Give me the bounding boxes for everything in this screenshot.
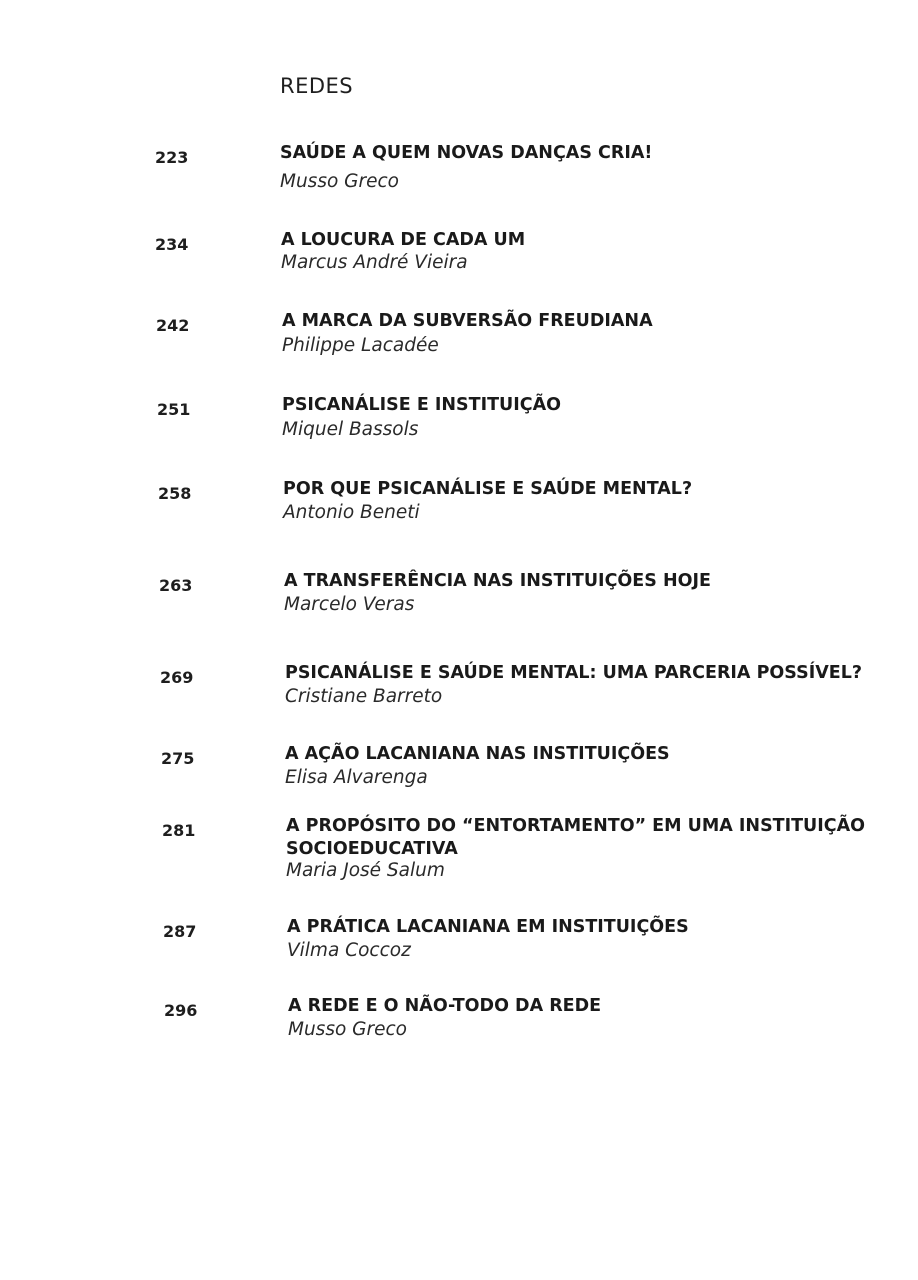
chapter-title: PSICANÁLISE E SAÚDE MENTAL: UMA PARCERIA POSSÍVEL? xyxy=(285,663,863,683)
chapter-author: Musso Greco xyxy=(288,1019,407,1040)
chapter-author: Antonio Beneti xyxy=(283,502,420,523)
chapter-author: Marcelo Veras xyxy=(284,594,415,615)
chapter-author: Musso Greco xyxy=(280,171,399,192)
chapter-title: PSICANÁLISE E INSTITUIÇÃO xyxy=(282,395,562,415)
page-number: 296 xyxy=(164,1001,198,1020)
page-number: 275 xyxy=(161,749,195,768)
chapter-author: Marcus André Vieira xyxy=(281,252,468,273)
chapter-author: Vilma Coccoz xyxy=(287,940,411,961)
chapter-title: A PROPÓSITO DO “ENTORTAMENTO” EM UMA INSTITUIÇÃO xyxy=(286,816,866,836)
page-number: 223 xyxy=(155,148,189,167)
chapter-title: A TRANSFERÊNCIA NAS INSTITUIÇÕES HOJE xyxy=(284,571,711,591)
page-number: 234 xyxy=(155,235,189,254)
chapter-title: A LOUCURA DE CADA UM xyxy=(281,230,526,250)
page-number: 263 xyxy=(159,576,193,595)
section-title: REDES xyxy=(280,74,354,98)
chapter-author: Elisa Alvarenga xyxy=(285,767,428,788)
chapter-author: Miquel Bassols xyxy=(282,419,419,440)
page-number: 251 xyxy=(157,400,191,419)
chapter-title: A REDE E O NÃO-TODO DA REDE xyxy=(288,996,602,1016)
page-number: 281 xyxy=(162,821,196,840)
chapter-author: Cristiane Barreto xyxy=(285,686,443,707)
chapter-title: A AÇÃO LACANIANA NAS INSTITUIÇÕES xyxy=(285,744,670,764)
chapter-title: A PRÁTICA LACANIANA EM INSTITUIÇÕES xyxy=(287,917,689,937)
page-number: 287 xyxy=(163,922,197,941)
page-number: 258 xyxy=(158,484,192,503)
chapter-title: A MARCA DA SUBVERSÃO FREUDIANA xyxy=(282,311,653,331)
chapter-title-continued: SOCIOEDUCATIVA xyxy=(286,839,458,859)
chapter-author: Philippe Lacadée xyxy=(282,335,439,356)
page-number: 242 xyxy=(156,316,190,335)
chapter-title: SAÚDE A QUEM NOVAS DANÇAS CRIA! xyxy=(280,143,653,163)
chapter-title: POR QUE PSICANÁLISE E SAÚDE MENTAL? xyxy=(283,479,693,499)
page-number: 269 xyxy=(160,668,194,687)
chapter-author: Maria José Salum xyxy=(286,860,445,881)
